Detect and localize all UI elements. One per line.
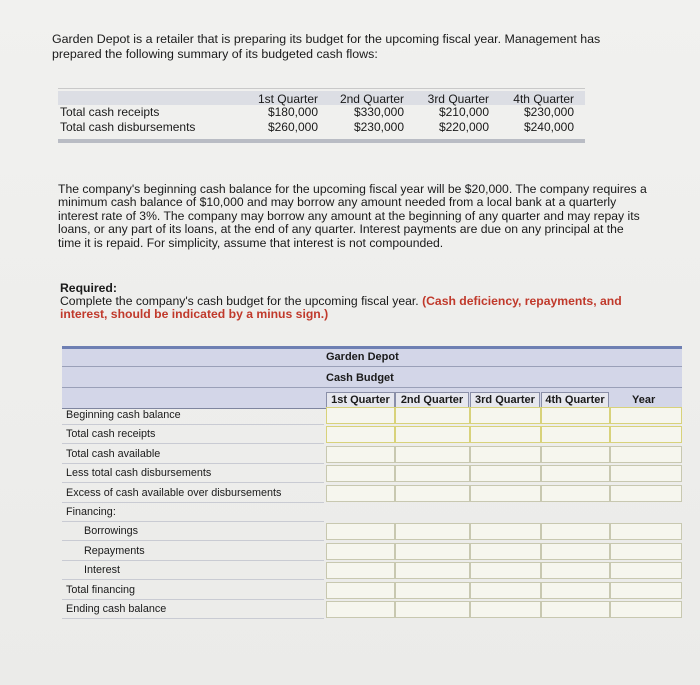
input-cell[interactable] [470,426,541,443]
input-cell[interactable] [470,562,541,579]
summary-bottom-bar [58,139,585,143]
input-cell[interactable] [470,485,541,502]
summary-col-q3: 3rd Quarter [427,92,489,106]
input-cell[interactable] [326,543,395,560]
input-cell[interactable] [541,543,610,560]
row-label: Total cash available [66,447,161,460]
summary-value: $240,000 [523,120,574,134]
row-label: Total cash receipts [66,428,156,441]
summary-table [58,88,585,139]
row-separator [62,618,324,619]
input-cell[interactable] [395,601,470,618]
input-cell[interactable] [610,446,682,463]
summary-col-q4: 4th Quarter [513,92,574,106]
input-cell[interactable] [470,523,541,540]
input-cell[interactable] [541,485,610,502]
row-label: Financing: [66,506,116,518]
input-cell[interactable] [326,601,395,618]
input-cell[interactable] [470,446,541,463]
row-label: Borrowings [84,525,139,538]
header-rule [62,387,682,388]
row-label: Excess of cash available over disbursements [66,486,282,499]
input-cell[interactable] [326,446,395,463]
input-cell[interactable] [541,562,610,579]
input-cell[interactable] [326,582,395,599]
row-label: Repayments [84,544,145,557]
col-header-q4: 4th Quarter [541,392,609,408]
row-label: Less total cash disbursements [66,467,212,480]
input-cell[interactable] [326,465,395,482]
col-header-q1: 1st Quarter [326,392,395,408]
input-cell[interactable] [395,562,470,579]
summary-value: $330,000 [353,105,404,119]
problem-text: The company's beginning cash balance for the upcoming fiscal year will be $20,000. The company requires a minimum cash balance of $10,000 and may borrow any amount needed from a local bank at a quarterly interest rate of 3%. The company may borrow any amount at the beginning of any quarter and may repay its loans, or any part of its loans, at the end of any quarter. Interest payments are due on any principal at the time it is repaid. For simplicity, assume that interest is not compounded. [58,182,647,250]
input-cell[interactable] [395,426,470,443]
input-cell[interactable] [395,446,470,463]
header-rule [62,366,682,367]
budget-top-rule [62,346,682,349]
required-heading: Required: [60,281,117,295]
input-cell[interactable] [610,523,682,540]
input-cell[interactable] [470,465,541,482]
input-cell[interactable] [470,543,541,560]
input-cell[interactable] [541,426,610,443]
input-cell[interactable] [395,582,470,599]
budget-title: Cash Budget [326,372,394,384]
input-cell[interactable] [326,562,395,579]
input-cell[interactable] [610,582,682,599]
input-cell[interactable] [541,446,610,463]
row-label: Ending cash balance [66,603,167,615]
summary-col-q2: 2nd Quarter [339,92,404,106]
intro-text: Garden Depot is a retailer that is preparing its budget for the upcoming fiscal year. Management has prepared the following summary of its budgeted cash flows: [52,32,601,61]
required-instructions [60,295,650,322]
input-cell[interactable] [610,485,682,502]
row-label: Interest [84,564,121,577]
input-cell[interactable] [326,485,395,502]
input-cell[interactable] [326,523,395,540]
budget-company-name: Garden Depot [326,351,399,363]
summary-value: $180,000 [267,105,318,119]
cash-budget-table [62,346,682,626]
input-cell[interactable] [541,407,610,424]
input-cell[interactable] [610,601,682,618]
summary-row-label: Total cash receipts [60,105,160,119]
input-cell[interactable] [541,582,610,599]
required-text: Complete the company's cash budget for the upcoming fiscal year. [60,294,419,308]
input-cell[interactable] [610,562,682,579]
input-cell[interactable] [326,426,395,443]
summary-value: $260,000 [267,120,318,134]
input-cell[interactable] [395,543,470,560]
input-cell[interactable] [470,601,541,618]
summary-value: $220,000 [438,120,489,134]
input-cell[interactable] [470,407,541,424]
input-cell[interactable] [541,601,610,618]
summary-row-label: Total cash disbursements [60,120,196,134]
input-cell[interactable] [610,465,682,482]
summary-value: $210,000 [438,105,489,119]
input-cell[interactable] [610,407,682,424]
required-note: (Cash deficiency, repayments, and interest, should be indicated by a minus sign.) [60,294,622,322]
input-cell[interactable] [610,426,682,443]
input-cell[interactable] [395,485,470,502]
col-header-year: Year [632,394,656,406]
col-header-q2: 2nd Quarter [395,392,469,408]
input-cell[interactable] [395,407,470,424]
row-label: Total financing [66,583,136,596]
summary-col-q1: 1st Quarter [257,92,318,106]
summary-value: $230,000 [353,120,404,134]
summary-value: $230,000 [523,105,574,119]
input-cell[interactable] [395,465,470,482]
input-cell[interactable] [395,523,470,540]
row-label: Beginning cash balance [66,409,181,421]
input-cell[interactable] [541,523,610,540]
input-cell[interactable] [326,407,395,424]
input-cell[interactable] [470,582,541,599]
col-header-q3: 3rd Quarter [470,392,540,408]
input-cell[interactable] [610,543,682,560]
input-cell[interactable] [541,465,610,482]
